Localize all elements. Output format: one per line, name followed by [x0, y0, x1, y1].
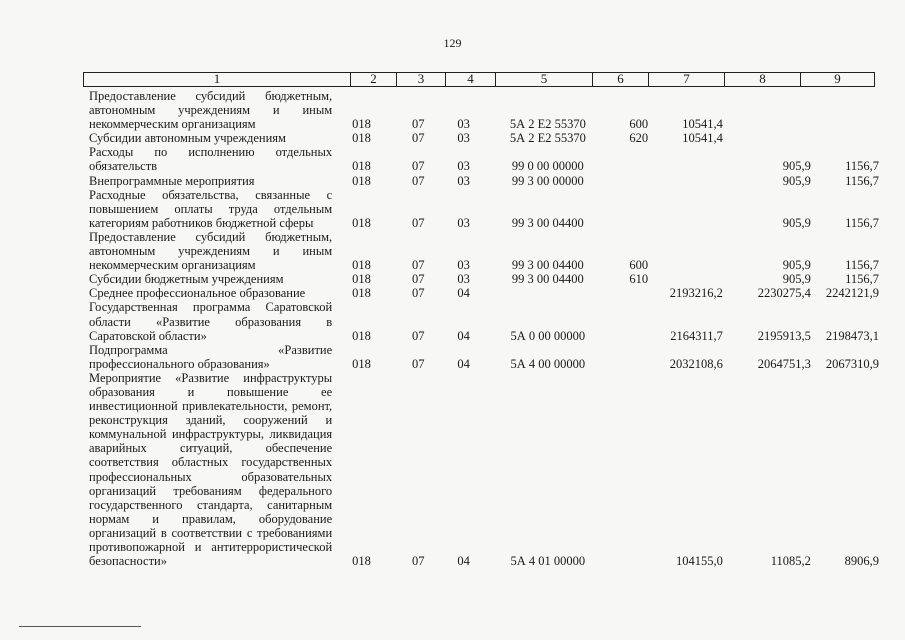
- row-expense-type: 600: [629, 117, 649, 132]
- row-target-article: 99 3 00 04400: [511, 272, 584, 287]
- row-description: Среднее профессиональное образование: [89, 286, 306, 301]
- header-col-8: 8: [725, 72, 801, 87]
- row-amount-col8: 905,9: [782, 272, 811, 287]
- table-row: [89, 286, 879, 300]
- row-amount-col7: 2193216,2: [669, 286, 723, 301]
- row-code-gr: 018: [352, 328, 371, 343]
- table-row: [89, 89, 879, 131]
- header-col-7: 7: [649, 72, 725, 87]
- row-amount-col8: 905,9: [782, 215, 811, 230]
- row-expense-type: 620: [629, 131, 649, 146]
- row-description: Мероприятие «Развитие инфраструктуры образования и повышение ее инвестиционной привлекательности, ремонт, реконструкция зданий, сооружений и коммунальной инфраструктуры, ликвидация аварийных ситуаций, обеспечение соответствия областных государственных профессиональных образовательных организаций требованиям федерального государственного стандарта, санитарным нормам и правилам, оборудование организаций в соответствии с требованиями противопожарной и антитеррористической безопасности»: [89, 370, 333, 569]
- row-target-article: 5А 2 Е2 55370: [509, 117, 586, 132]
- row-amount-col7: 104155,0: [676, 554, 723, 569]
- row-subsection: 03: [457, 173, 470, 188]
- row-section: 07: [412, 258, 425, 273]
- row-target-article: 99 3 00 04400: [511, 215, 584, 230]
- row-description: Государственная программа Саратовской области «Развитие образования в Саратовской области»: [89, 300, 333, 343]
- row-amount-col7: 10541,4: [682, 117, 723, 132]
- table-row: [89, 131, 879, 145]
- row-section: 07: [412, 215, 425, 230]
- row-code-gr: 018: [352, 159, 371, 174]
- row-code-gr: 018: [352, 286, 371, 301]
- row-subsection: 03: [457, 131, 470, 146]
- row-code-gr: 018: [352, 117, 371, 132]
- table-row: [89, 230, 879, 272]
- table-header: [83, 72, 875, 86]
- header-col-5: 5: [496, 72, 593, 87]
- row-section: 07: [412, 131, 425, 146]
- row-amount-col7: 2032108,6: [669, 356, 723, 371]
- row-amount-col8: 905,9: [782, 173, 811, 188]
- row-amount-col9: 1156,7: [845, 173, 880, 188]
- row-subsection: 04: [457, 286, 470, 301]
- row-subsection: 04: [457, 554, 470, 569]
- row-description: Расходы по исполнению отдельных обязательств: [89, 145, 333, 174]
- row-target-article: 5А 0 00 00000: [510, 328, 586, 343]
- header-col-4: 4: [446, 72, 496, 87]
- row-expense-type: 600: [629, 258, 649, 273]
- row-amount-col8: 2195913,5: [757, 328, 811, 343]
- row-section: 07: [412, 554, 425, 569]
- row-subsection: 03: [457, 117, 470, 132]
- row-section: 07: [412, 117, 425, 132]
- row-code-gr: 018: [352, 173, 371, 188]
- table-row: [89, 188, 879, 230]
- row-amount-col9: 2198473,1: [825, 328, 880, 343]
- table-body: [89, 89, 879, 568]
- row-code-gr: 018: [352, 554, 371, 569]
- row-section: 07: [412, 173, 425, 188]
- row-amount-col9: 1156,7: [845, 258, 880, 273]
- row-amount-col8: 11085,2: [770, 554, 811, 569]
- page-number: 129: [443, 36, 462, 50]
- row-amount-col7: 10541,4: [682, 131, 723, 146]
- row-subsection: 03: [457, 258, 470, 273]
- row-code-gr: 018: [352, 258, 371, 273]
- header-col-6: 6: [593, 72, 649, 87]
- row-code-gr: 018: [352, 356, 371, 371]
- footnote-divider: [19, 626, 141, 627]
- row-section: 07: [412, 286, 425, 301]
- table-row: [89, 371, 879, 568]
- row-subsection: 03: [457, 159, 470, 174]
- row-amount-col7: 2164311,7: [670, 328, 723, 343]
- row-target-article: 5А 4 00 00000: [510, 356, 586, 371]
- table-row: [89, 272, 879, 286]
- table-row: [89, 343, 879, 371]
- row-description: Предоставление субсидий бюджетным, автономным учреждениям и иным некоммерческим организациям: [89, 89, 333, 132]
- row-amount-col8: 905,9: [782, 159, 811, 174]
- row-target-article: 99 0 00 00000: [511, 159, 584, 174]
- row-subsection: 04: [457, 356, 470, 371]
- row-section: 07: [412, 356, 425, 371]
- row-subsection: 03: [457, 215, 470, 230]
- row-description: Субсидии бюджетным учреждениям: [89, 272, 284, 287]
- row-amount-col9: 8906,9: [844, 554, 880, 569]
- row-amount-col9: 1156,7: [845, 272, 880, 287]
- row-description: Подпрограмма «Развитие профессионального образования»: [89, 342, 333, 371]
- row-amount-col9: 1156,7: [845, 215, 880, 230]
- row-code-gr: 018: [352, 272, 371, 287]
- row-target-article: 99 3 00 04400: [511, 258, 584, 273]
- row-amount-col9: 2067310,9: [825, 356, 880, 371]
- row-amount-col8: 905,9: [782, 258, 811, 273]
- row-amount-col9: 2242121,9: [825, 286, 880, 301]
- row-target-article: 99 3 00 00000: [511, 173, 584, 188]
- row-section: 07: [412, 272, 425, 287]
- row-subsection: 03: [457, 272, 470, 287]
- row-subsection: 04: [457, 328, 470, 343]
- row-expense-type: 610: [629, 272, 649, 287]
- header-col-1: 1: [83, 72, 351, 87]
- row-code-gr: 018: [352, 131, 371, 146]
- row-section: 07: [412, 159, 425, 174]
- header-col-3: 3: [397, 72, 446, 87]
- row-description: Субсидии автономным учреждениям: [89, 131, 286, 146]
- row-description: Предоставление субсидий бюджетным, автономным учреждениям и иным некоммерческим организациям: [89, 229, 333, 273]
- row-description: Расходные обязательства, связанные с повышением оплаты труда отдельным категориям работников бюджетной сферы: [89, 187, 333, 230]
- table-row: [89, 145, 879, 173]
- row-target-article: 5А 2 Е2 55370: [509, 131, 586, 146]
- row-section: 07: [412, 328, 425, 343]
- row-amount-col9: 1156,7: [845, 159, 880, 174]
- row-amount-col8: 2064751,3: [757, 356, 811, 371]
- table-row: [89, 174, 879, 188]
- header-col-9: 9: [801, 72, 875, 87]
- header-col-2: 2: [351, 72, 397, 87]
- row-amount-col8: 2230275,4: [757, 286, 811, 301]
- table-row: [89, 300, 879, 342]
- row-target-article: 5А 4 01 00000: [510, 554, 586, 569]
- row-description: Внепрограммные мероприятия: [89, 173, 255, 188]
- row-code-gr: 018: [352, 215, 371, 230]
